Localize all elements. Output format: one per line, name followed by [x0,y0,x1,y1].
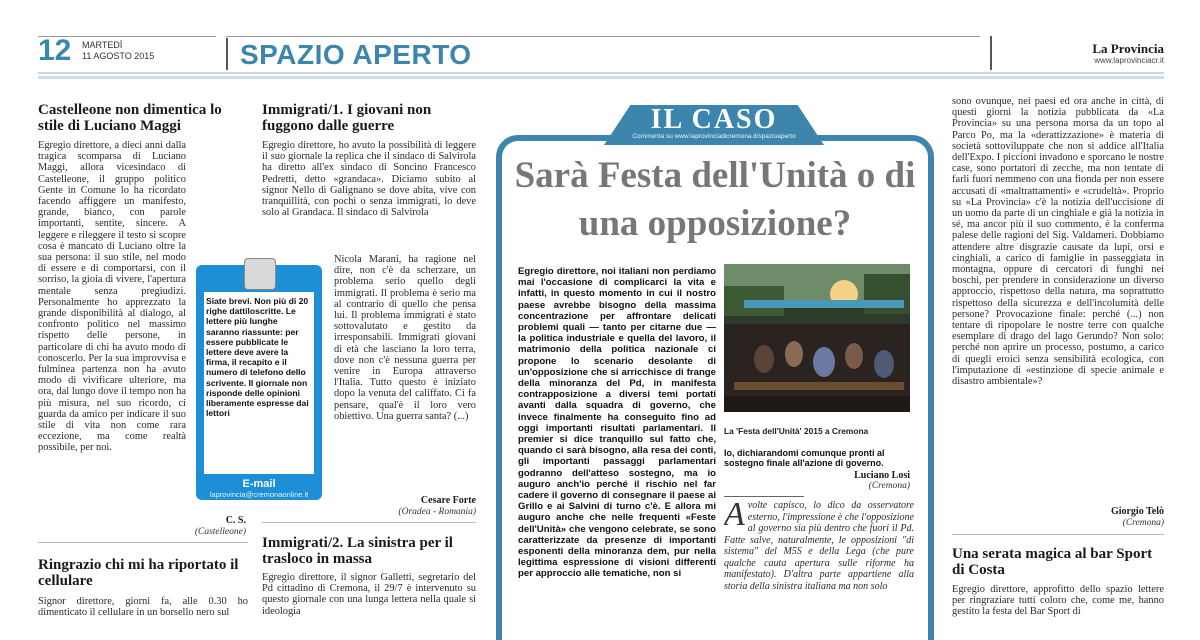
col4-separator [952,534,1164,535]
col4-signature-1: Giorgio Telò [1110,506,1164,517]
header-rule-middle [226,36,980,37]
festival-photo-image [724,264,910,412]
col2-body-2: Egregio direttore, il signor Galletti, segretario del Pd cittadino di Cremona, il 29/7 è intervenuto su questo giornale con una lunga lettera nella quale si ideologia [262,572,476,617]
notice-text: Siate brevi. Non più di 20 righe dattiloscritte. Le lettere più lunghe saranno riassunte: per essere pubblicate le lettere deve avere la firma, il recapito e il numero di telefono dello scrivente. Il giornale non risponde delle opinioni liberamente espresse dai lettori [206,296,309,419]
notice-email-label: E-mail [242,478,276,490]
col1-headline-2: Ringrazio chi mi ha riportato il cellulare [38,557,239,589]
section-title: SPAZIO APERTO [240,39,472,70]
col4-place-1: (Cremona) [1122,518,1164,528]
photo-caption: La 'Festa dell'Unità' 2015 a Cremona [724,426,869,436]
col2-body-1: Egregio direttore, ho avuto la possibilità di leggere il suo giornale la replica che il sindaco di Salvirola ha diretto all'ex sindaco di Soncino Francesco Pedretti, detto «grandaca». Diciamo subito al signor Nello di Galignano se dove abita, vive con tranquillità, con pochi o senza immigrati, lo deve solo al Grandaca. Il sindaco di Salvirola [262,140,476,219]
il-caso-body-end: Io, dichiarandomi comunque pronti al sostegno finale all'azione di governo. [724,448,885,469]
clipboard-clip-icon [244,258,276,290]
col1-signature-1: C. S. [225,515,246,526]
reply-separator [724,496,804,497]
notice-email-address[interactable]: laprovincia@cremonaonline.it [209,490,309,499]
col2-signature-1: Cesare Forte [420,495,476,506]
reply-dropcap: A [724,500,745,533]
col2-separator [262,522,476,523]
il-caso-place: (Cremona) [868,481,910,491]
col4-body-2: Egregio direttore, approfitto dello spazio lettere per ringraziare tutti coloro che, come me, hanno gestito la festa del Bar Sport di [952,584,1164,618]
page-day: MARTEDÌ [82,40,123,50]
col1-place-1: (Castelleone) [194,527,246,537]
brand-name: La Provincia [1092,41,1164,56]
festival-photo [724,264,910,412]
col1-body-1: Egregio direttore, a dieci anni dalla tragica scomparsa di Luciano Maggi, allora vicesindaco di Castelleone, il gruppo politico Gente in Comune lo ha ricordato facendo affiggere un manifesto, grande, bianco, con parole importanti, sentite, sincere. A leggere e rileggere il testo si scopre cosa è mancato di Luciano oltre la sua persona: il suo stile, nel modo di essere e di comportarsi, con il sorriso, la gioia di vivere, l'apertura mentale senza pregiudizi. Personalmente ho apprezzato la grande disponibilità al dialogo, al confronto politico nel massimo rispetto delle persone, in particolare di chi ha avuto modo di conoscerlo. Per la sua improvvisa e fulminea partenza non ha avuto modo di vivificare ulteriore, ma ora, dal lungo dove il tempo non ha più misura, nel suo ricordo, ci guarda da amico per indicare il suo stile di vita non come rara eccezione, ma come realtà possibile, per noi. [38,140,186,454]
col1-headline-1: Castelleone non dimentica lo stile di Luciano Maggi [38,102,222,134]
header-divider [38,72,1164,74]
il-caso-label: IL CASO [650,104,778,135]
col1-body-2: Signor direttore, giorni fa, alle 0.30 ho dimenticato il cellulare in un borsello nero sul [38,596,248,619]
il-caso-url[interactable]: Commenta su www.laprovinciadicremona.it/spazioaperto [632,133,796,140]
brand-url[interactable]: www.laprovinciacr.it [1094,56,1164,65]
editor-reply-text: volte capisco, lo dico da osservatore esterno, l'impressione è che l'opposizione al governo sia più dentro che fuori il Pd. Fatte salve, naturalmente, le opposizioni "di sistema" del M5S e della Lega (che pure qualche cauta apertura sulle riforme ha manifestato). D'altra parte appartiene alla storia della sinistra italiana ma non solo [724,500,914,592]
page-date [82,40,154,62]
editor-reply [724,500,914,624]
page-date-text: 11 AGOSTO 2015 [82,51,155,61]
page-number: 12 [38,34,72,67]
il-caso-signature: Luciano Losi [854,470,910,481]
col2-place-1: (Oradea - Romania) [398,507,476,517]
header-divider-band [38,76,1164,79]
col2-body-1-cont: Nicola Marani, ha ragione nel dire, non c'è da scherzare, un problema serio quello degli immigrati. Il problema è serio ma al contrario di quello che pensa lui. Il problema immigrati è stato sottovalutato e gestito da irresponsabili. Immigrati giovani di età che lasciano la loro terra, dove non c'è nessuna guerra per venire in Europa attraverso l'Italia. Tutto questo è iniziato dopo la venuta del califfato. Ci fa pensare, qual'è il loro vero obiettivo. Una guerra santa? (...) [334,254,476,422]
col1-separator [38,542,248,543]
il-caso-headline: Sarà Festa dell'Unità o di una opposizione? [514,155,916,244]
col4-body-1: sono ovunque, nei paesi ed ora anche in città, di questi giorni la notizia pubblicata da «La Provincia» su una persona morsa da un topo al Parco Po, ma la «derattizzazione» è materia di società sottoviluppate che non si addice all'Italia dell'Expo. I piccioni invadono e sporcano le nostre case, sono portatori di zecche, ma non tentate di farli fuori nemmeno con una fionda per non essere accusati di «maltrattamenti» e «crudeltà». Proprio su «La Provincia» c'è la notizia dell'uccisione di un uomo da parte di un cinghiale e già la notizia in sé, ma ancor più il suo commento, è la conferma palese delle ragioni del Sig. Valdameri. Dobbiamo attendere altre disgrazie causate da lupi, orsi e cinghiali, a carico di famiglie in passeggiata in montagna, oppure di cercatori di funghi nei boschi, per prendere in considerazione un diverso approccio, rispettoso della natura, ma soprattutto rispettoso della sicurezza e dell'incolumità delle persone? Provocazione finale: perché (...) non tentare di ripopolare le nostre terre con qualche esemplare di drago del lago Gerundo? Non solo: perché non aprire un processo, postumo, a carico di quegli eroici senza sensibilità ecologica, con l'imputazione di «estinzione di specie animale e disastro ambientale»? [952,96,1164,388]
col2-headline-2: Immigrati/2. La sinistra per il trasloco in massa [262,535,453,567]
col4-headline-2: Una serata magica al bar Sport di Costa [952,546,1153,578]
col2-headline-1: Immigrati/1. I giovani non fuggono dalle guerre [262,102,432,134]
il-caso-body: Egregio direttore, noi italiani non perdiamo mai l'occasione di complicarci la vita e infatti, in questo momento in cui il nostro paese avrebbe bisogno della massima concentrazione per affrontare delicati problemi quali — tanto per citarne due — la politica industriale e quella del lavoro, il matrimonio della politica nazionale ci propone lo scenario desolante di un'opposizione che si arricchisce di frange della minoranza del Pd, in manifesta contrapposizione a diversi temi portati avanti dalla squadra di governo, che invece finalmente ha conseguito fino ad oggi importanti risultati parlamentari. Il premier si dice tranquillo sul fatto che, quando ci sarà bisogno, alla resa dei conti, gli importanti passaggi parlamentari godranno dell'atteso sostegno, ma io auguro anch'io perché il rischio nel far cadere il governo di consegnare il paese ai Grillo e ai Salvini di turno c'è. E allora mi auguro anche che nelle frequenti «Feste dell'Unità» che vengono celebrate, se sono caratterizzate da presenze di importanti esponenti della minoranza dem, pur nella legittima espressione di visioni differenti per approccio alle tematiche, non si [518,266,716,580]
